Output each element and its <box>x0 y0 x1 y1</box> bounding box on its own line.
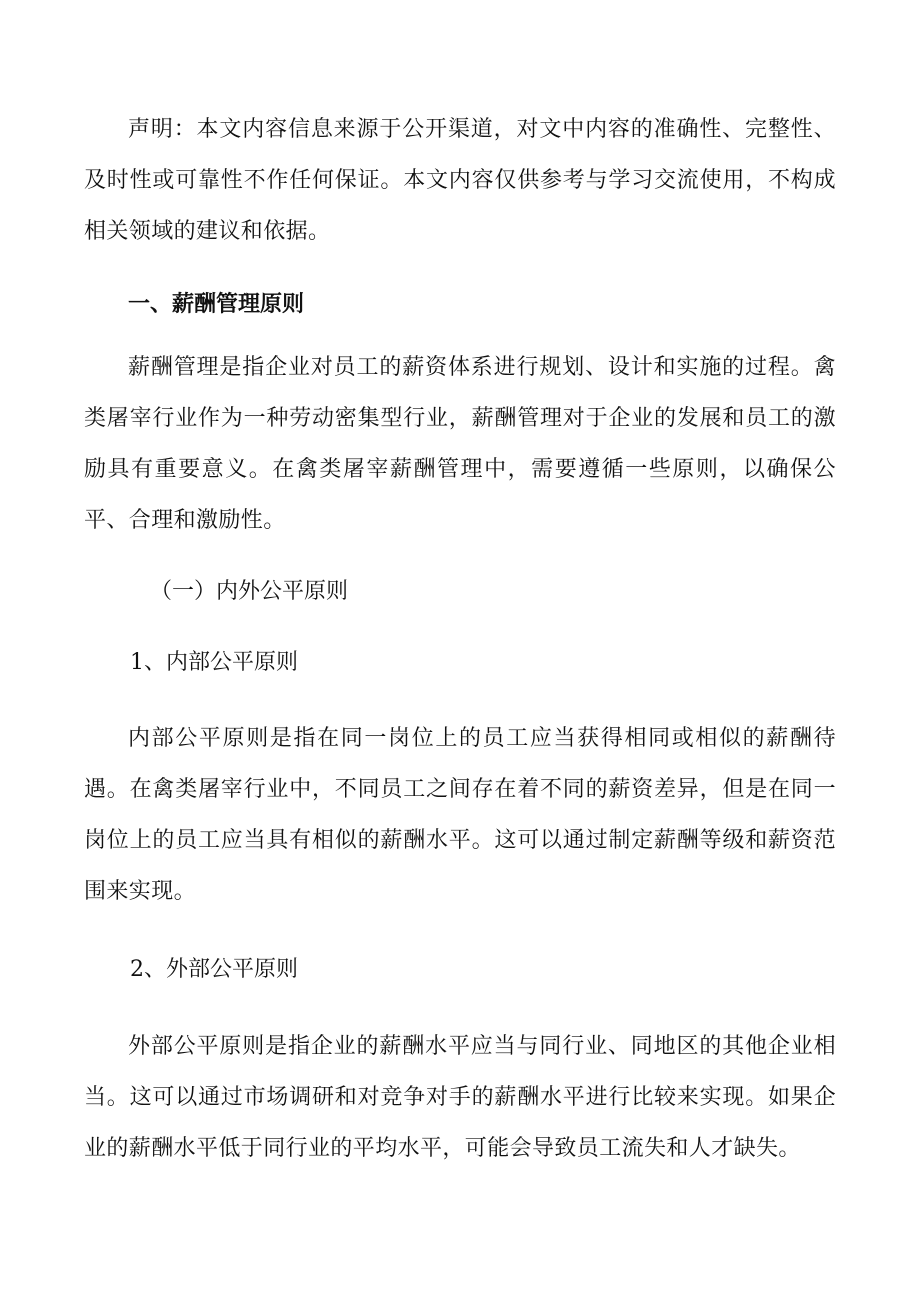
section-intro-paragraph: 薪酬管理是指企业对员工的薪资体系进行规划、设计和实施的过程。禽类屠宰行业作为一种劳动密集型行业，薪酬管理对于企业的发展和员工的激励具有重要意义。在禽类屠宰薪酬管理中，需要遵循一些原则，以确保公平、合理和激励性。 <box>84 355 836 533</box>
item-heading-external: 2、外部公平原则 <box>130 957 298 982</box>
disclaimer-paragraph: 声明：本文内容信息来源于公开渠道，对文中内容的准确性、完整性、及时性或可靠性不作任何保证。本文内容仅供参考与学习交流使用，不构成相关领域的建议和依据。 <box>84 117 836 244</box>
internal-fairness-paragraph: 内部公平原则是指在同一岗位上的员工应当获得相同或相似的薪酬待遇。在禽类屠宰行业中，不同员工之间存在着不同的薪资差异，但是在同一岗位上的员工应当具有相似的薪酬水平。这可以通过制定薪酬等级和薪资范围来实现。 <box>84 726 836 904</box>
subsection-heading: （一）内外公平原则 <box>150 579 349 604</box>
item-heading-internal: 1、内部公平原则 <box>130 650 298 675</box>
section-heading: 一、薪酬管理原则 <box>128 292 305 317</box>
external-fairness-paragraph: 外部公平原则是指企业的薪酬水平应当与同行业、同地区的其他企业相当。这可以通过市场调研和对竞争对手的薪酬水平进行比较来实现。如果企业的薪酬水平低于同行业的平均水平，可能会导致员工流失和人才缺失。 <box>84 1034 836 1161</box>
